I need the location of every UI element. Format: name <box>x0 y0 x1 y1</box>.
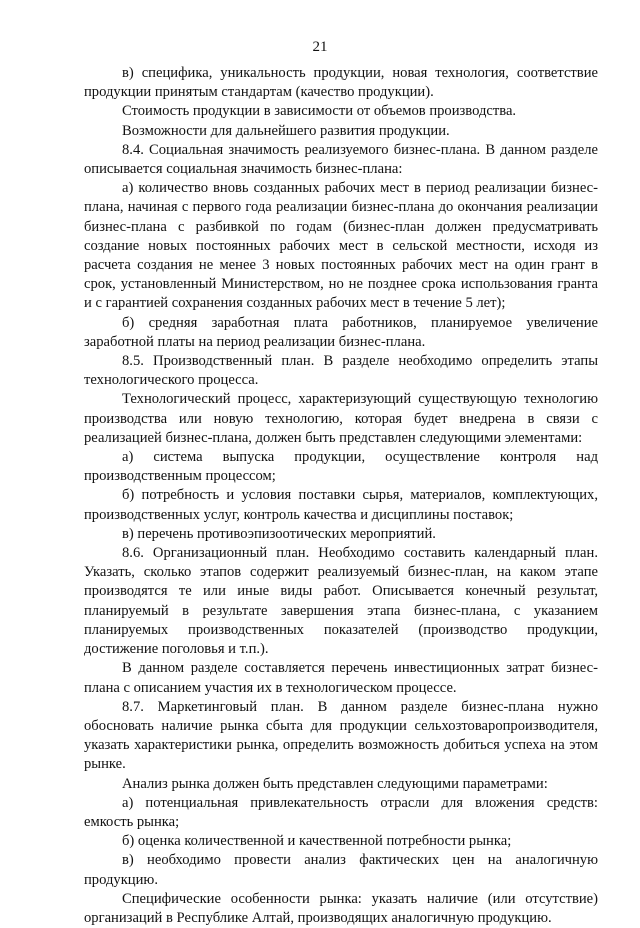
paragraph-market-specifics: Специфические особенности рынка: указать наличие (или отсутствие) организаций в Республике Алтай, производящих аналогичную продукцию. <box>84 890 598 926</box>
paragraph-product-development: Возможности для дальнейшего развития продукции. <box>122 122 450 139</box>
paragraph-antiepizootic-measures: в) перечень противоэпизоотических мероприятий. <box>122 525 436 542</box>
paragraph-average-salary: б) средняя заработная плата работников, планируемое увеличение заработной платы на период реализации бизнес-плана. <box>84 314 598 350</box>
section-heading-8-6: 8.6. Организационный план. Необходимо составить календарный план. Указать, сколько этапов содержит реализуемый бизнес-план, на каком этапе производятся те или иные виды работ. Описывается конечный результат, планируемый в результате завершения этапа бизнес-плана, с указанием планируемых производственных показателей (производство продукции, достижение поголовья и т.п.). <box>84 545 598 658</box>
paragraph-technological-process: Технологический процесс, характеризующий существующую технологию производства или новую технологию, которая будет внедрена в связи с реализацией бизнес-плана, должен быть представлен следующими элементами: <box>84 391 598 446</box>
section-heading-8-7: 8.7. Маркетинговый план. В данном разделе бизнес-плана нужно обосновать наличие рынка сбыта для продукции сельхозтоваропроизводителя, указать характеристики рынка, определить возможность добиться успеха на этом рынке. <box>84 698 598 773</box>
section-heading-8-5: 8.5. Производственный план. В разделе необходимо определить этапы технологического процесса. <box>84 353 598 389</box>
page-body <box>84 64 598 928</box>
paragraph-new-jobs: а) количество вновь созданных рабочих мест в период реализации бизнес-плана, начиная с первого года реализации бизнес-плана до окончания реализации бизнес-плана с разбивкой по годам (бизнес-план должен предусматривать создание новых постоянных рабочих мест в сельской местности, исходя из расчета создания не менее 3 новых постоянных рабочих мест на один грант в срок, установленный Министерством, но не позднее срока использования гранта и с гарантией сохранения созданных рабочих мест в течение 5 лет); <box>84 180 598 312</box>
paragraph-market-demand: б) оценка количественной и качественной потребности рынка; <box>122 833 512 850</box>
paragraph-investment-costs: В данном разделе составляется перечень инвестиционных затрат бизнес-плана с описанием участия их в технологическом процессе. <box>84 660 598 696</box>
paragraph-market-analysis: Анализ рынка должен быть представлен следующими параметрами: <box>122 775 548 792</box>
paragraph-product-cost: Стоимость продукции в зависимости от объемов производства. <box>122 103 517 120</box>
paragraph-industry-attractiveness: а) потенциальная привлекательность отрасли для вложения средств: емкость рынка; <box>84 794 598 830</box>
paragraph-product-specifics: в) специфика, уникальность продукции, новая технология, соответствие продукции принятым стандартам (качество продукции). <box>84 65 598 101</box>
paragraph-output-system: а) система выпуска продукции, осуществление контроля над производственным процессом; <box>84 449 598 485</box>
page-number: 21 <box>312 39 328 55</box>
paragraph-price-analysis: в) необходимо провести анализ фактических цен на аналогичную продукцию. <box>84 852 598 888</box>
section-heading-8-4: 8.4. Социальная значимость реализуемого бизнес-плана. В данном разделе описывается социальная значимость бизнес-плана: <box>84 141 598 178</box>
paragraph-supply-needs: б) потребность и условия поставки сырья, материалов, комплектующих, производственных услуг, контроль качества и дисциплины поставок; <box>84 487 598 523</box>
